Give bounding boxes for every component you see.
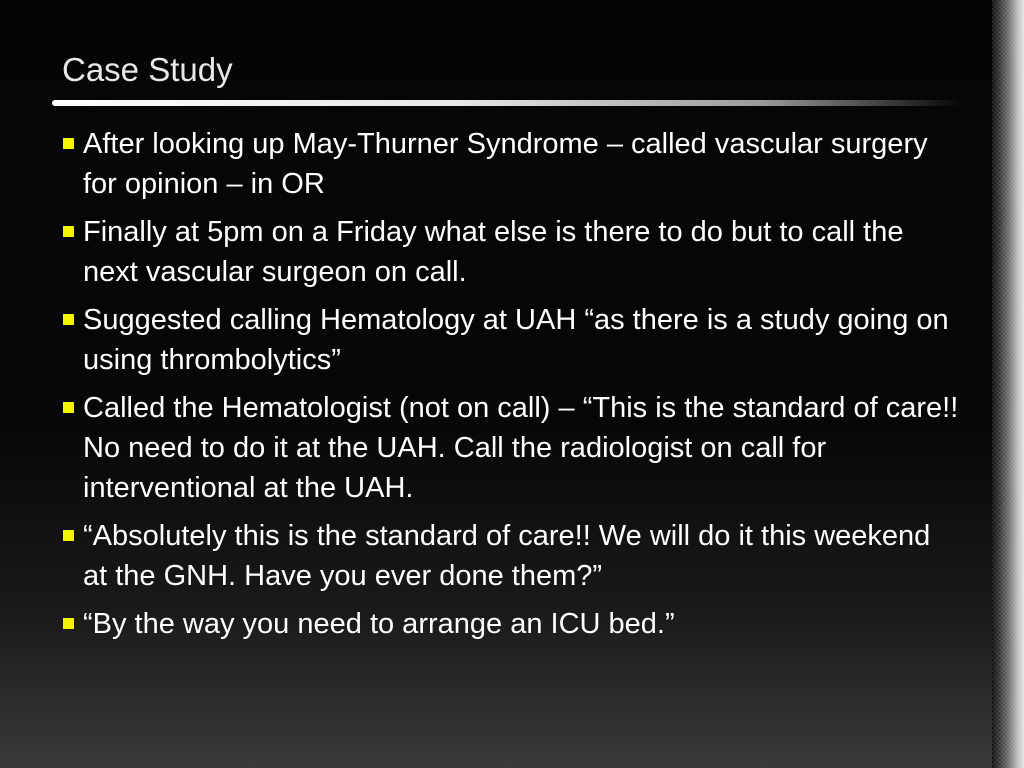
bullet-list [62,124,962,652]
square-bullet-icon [63,138,74,149]
bullet-text: “By the way you need to arrange an ICU bed.” [83,608,675,640]
bullet-item [62,124,962,204]
bullet-item [62,516,962,596]
square-bullet-icon [63,618,74,629]
bullet-item [62,212,962,292]
square-bullet-icon [63,314,74,325]
square-bullet-icon [63,402,74,413]
bullet-item [62,604,962,644]
bullet-text: After looking up May-Thurner Syndrome – called vascular surgery for opinion – in OR [83,128,928,200]
bullet-item [62,388,962,508]
bullet-text: “Absolutely this is the standard of care!! We will do it this weekend at the GNH. Have you ever done them?” [83,520,931,592]
square-bullet-icon [63,530,74,541]
bullet-text: Suggested calling Hematology at UAH “as there is a study going on using thrombolytics” [83,304,949,376]
square-bullet-icon [63,226,74,237]
bullet-text: Called the Hematologist (not on call) – “This is the standard of care!! No need to do it at the UAH. Call the radiologist on call for interventional at the UAH. [83,392,959,504]
title-underline [52,100,962,106]
right-edge-texture [992,0,1024,768]
bullet-item [62,300,962,380]
bullet-text: Finally at 5pm on a Friday what else is there to do but to call the next vascular surgeon on call. [83,216,904,288]
slide-title: Case Study [62,51,233,88]
